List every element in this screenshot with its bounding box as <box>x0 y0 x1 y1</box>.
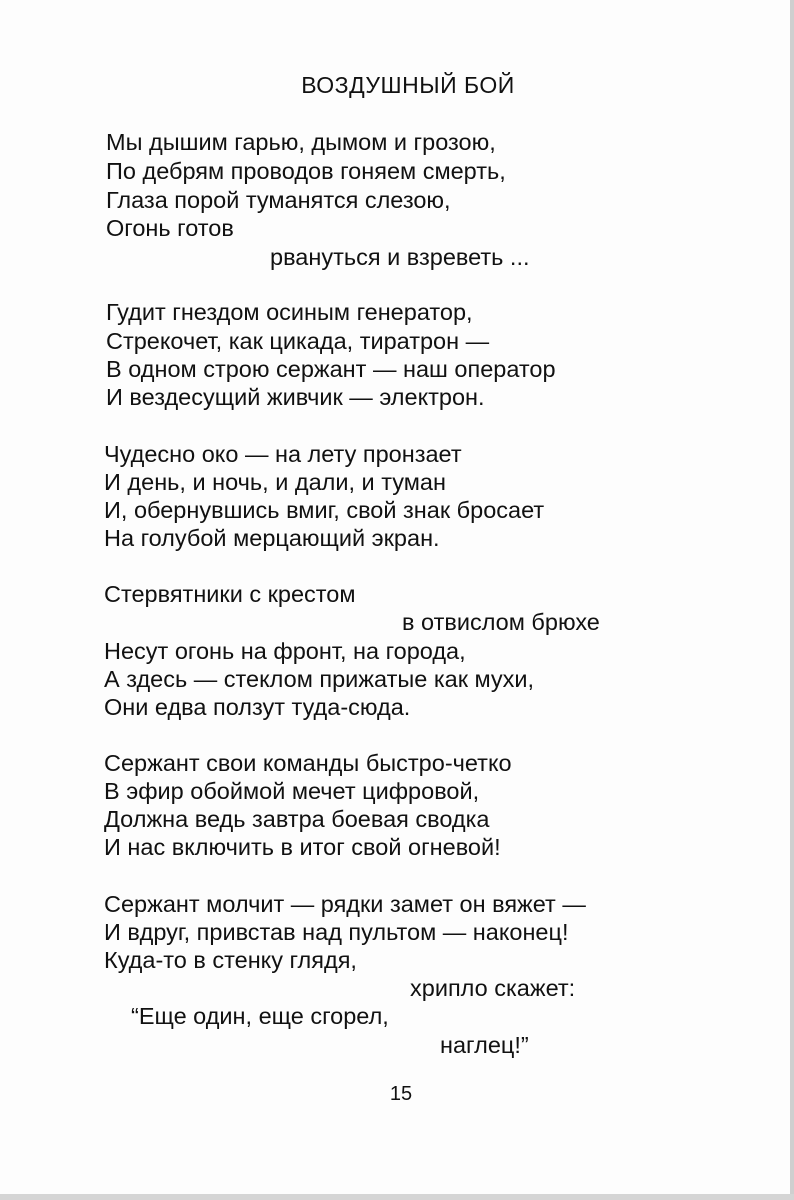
poem-line: И нас включить в итог свой огневой! <box>104 834 501 860</box>
poem-line: По дебрям проводов гоняем смерть, <box>106 158 506 184</box>
poem-line: В эфир обоймой мечет цифровой, <box>104 778 480 804</box>
poem-line: в отвислом брюхе <box>402 609 600 635</box>
poem-line: Сержант свои команды быстро-четко <box>104 750 512 776</box>
poem-line: На голубой мерцающий экран. <box>104 525 440 551</box>
poem-line: Гудит гнездом осиным генератор, <box>106 299 473 325</box>
poem-line: Чудесно око — на лету пронзает <box>104 441 462 467</box>
poem-line: И, обернувшись вмиг, свой знак бросает <box>104 497 545 523</box>
poem-line: Куда-то в стенку глядя, <box>104 947 357 973</box>
poem-line: Огонь готов <box>106 215 234 241</box>
poem-line: Мы дышим гарью, дымом и грозою, <box>106 129 496 155</box>
poem-line: Должна ведь завтра боевая сводка <box>104 806 490 832</box>
poem-line: И вездесущий живчик — электрон. <box>106 384 485 410</box>
poem-line: хрипло скажет: <box>410 975 576 1001</box>
poem-line: Глаза порой туманятся слезою, <box>106 187 451 213</box>
scan-edge-right <box>790 0 794 1200</box>
page-number: 15 <box>389 1083 413 1105</box>
poem-line: В одном строю сержант — наш оператор <box>106 356 556 382</box>
poem-line: И вдруг, привстав над пультом — наконец! <box>104 919 569 945</box>
poem-line: наглец!” <box>440 1032 529 1058</box>
poem-line: Сержант молчит — рядки замет он вяжет — <box>104 891 586 917</box>
poem-line: Стрекочет, как цикада, тиратрон — <box>106 328 490 354</box>
poem-line: “Еще один, еще сгорел, <box>131 1003 389 1029</box>
poem-line: Они едва ползут туда-сюда. <box>104 694 411 720</box>
poem-line: рвануться и взреветь ... <box>270 244 530 270</box>
poem-line: А здесь — стеклом прижатые как мухи, <box>104 666 535 692</box>
poem-line: Несут огонь на фронт, на города, <box>104 638 466 664</box>
poem-line: И день, и ночь, и дали, и туман <box>104 469 446 495</box>
scan-edge-bottom <box>0 1194 794 1200</box>
poem-line: Стервятники с крестом <box>104 581 356 607</box>
poem-title: ВОЗДУШНЫЙ БОЙ <box>301 72 515 98</box>
